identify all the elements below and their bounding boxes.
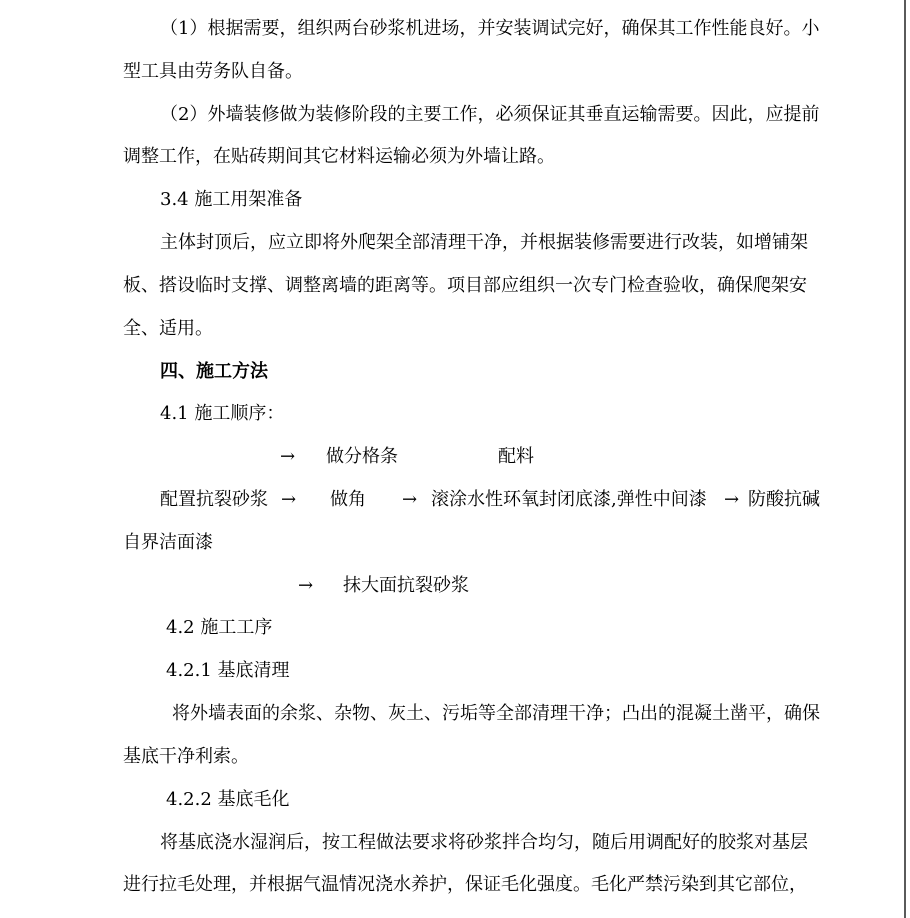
flow-top-step: 做分格条 — [326, 446, 398, 467]
section-4-heading: 四、施工方法 — [160, 361, 268, 382]
item-1-line-1: （1）根据需要，组织两台砂浆机进场，并安装调试完好，确保其工作性能良好。小 — [160, 18, 820, 39]
flow-top-side: 配料 — [498, 446, 534, 467]
flow-middle-start: 配置抗裂砂浆 — [160, 489, 268, 510]
section-4-2-1-line-1: 将外墙表面的余浆、杂物、灰土、污垢等全部清理干净；凸出的混凝土凿平，确保 — [172, 703, 820, 724]
flow-middle-arrow-2: → — [402, 489, 418, 510]
section-3-4-line-1: 主体封顶后，应立即将外爬架全部清理干净，并根据装修需要进行改装，如增铺架 — [160, 232, 808, 253]
section-3-4-line-3: 全、适用。 — [123, 318, 213, 339]
flow-middle-arrow-3: → — [724, 489, 740, 510]
flow-top-arrow: → — [280, 446, 296, 467]
flow-middle-end: 防酸抗碱 — [748, 489, 820, 510]
section-4-2-1-heading: 4.2.1 基底清理 — [166, 660, 290, 681]
flow-middle-step: 做角 — [330, 489, 366, 510]
section-4-2-2-line-2: 进行拉毛处理，并根据气温情况浇水养护，保证毛化强度。毛化严禁污染到其它部位， — [123, 874, 807, 895]
section-4-2-heading: 4.2 施工工序 — [166, 617, 273, 638]
item-2-line-2: 调整工作，在贴砖期间其它材料运输必须为外墙让路。 — [123, 146, 555, 167]
section-4-2-2-line-1: 将基底浇水湿润后，按工程做法要求将砂浆拌合均匀，随后用调配好的胶浆对基层 — [160, 832, 808, 853]
section-4-2-1-line-2: 基底干净利索。 — [123, 746, 249, 767]
item-1-line-2: 型工具由劳务队自备。 — [123, 61, 303, 82]
flow-bottom-step: 抹大面抗裂砂浆 — [343, 575, 469, 596]
section-3-4-heading: 3.4 施工用架准备 — [160, 189, 303, 210]
section-4-2-2-heading: 4.2.2 基底毛化 — [166, 789, 290, 810]
flow-middle-end-cont: 自界洁面漆 — [123, 532, 213, 553]
section-4-1-heading: 4.1 施工顺序： — [160, 403, 285, 424]
flow-middle-arrow-1: → — [281, 489, 297, 510]
flow-middle-coat: 滚涂水性环氧封闭底漆,弹性中间漆 — [431, 489, 707, 510]
section-3-4-line-2: 板、搭设临时支撑、调整离墙的距离等。项目部应组织一次专门检查验收，确保爬架安 — [123, 275, 807, 296]
flow-bottom-arrow: → — [298, 575, 314, 596]
item-2-line-1: （2）外墙装修做为装修阶段的主要工作，必须保证其垂直运输需要。因此，应提前 — [160, 104, 820, 125]
